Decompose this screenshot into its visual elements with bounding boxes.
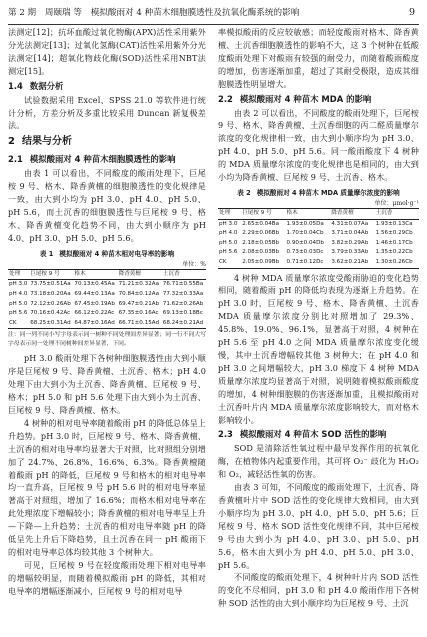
section-heading-2-2: 2.2 模拟酸雨对 4 种苗木 MDA 的影响: [218, 93, 372, 104]
paragraph: 可见，巨尾桉 9 号在轻度酸雨处理下相对电导率的增幅较明显，而随着模拟酸雨 pH 的降低，其相对电导率的增幅逐渐减小，巨尾桉 9 号的相对电导: [8, 559, 206, 596]
table-header-row: [8, 269, 206, 280]
table-cell: 70.84±0.12Aa: [118, 290, 160, 297]
table-cell: 71.21±0.32Aa: [118, 281, 160, 288]
column-header: 处理: [9, 270, 21, 277]
table-cell: 0.90±0.04Db: [286, 239, 324, 246]
table-row: [218, 239, 419, 249]
table-cell: 70.16±0.42Ac: [30, 310, 71, 317]
column-header: 巨尾桉 9 号: [30, 270, 60, 277]
table-cell: pH 3.0: [219, 220, 238, 227]
table-cell: 69.47±0.21Ab: [118, 300, 160, 307]
column-header: 降香黄檀: [331, 209, 354, 216]
table-cell: 1.93±0.05Da: [286, 220, 324, 227]
section-heading-2-1: 2.1 模拟酸雨对 4 种苗木细胞膜透性的影响: [8, 154, 176, 165]
issue-number: 第 2 期: [8, 8, 37, 18]
table-cell: 73.18±0.20Aa: [30, 290, 71, 297]
table-cell: 3.71±0.04Ab: [331, 230, 369, 237]
table-cell: 1.56±0.29Cb: [375, 230, 413, 237]
table-cell: pH 5.6: [9, 310, 28, 317]
table-1-caption: 表 1 模拟酸雨对 4 种苗木相对电导率的影响: [39, 249, 175, 258]
table-cell: 76.71±0.55Ba: [162, 281, 204, 288]
paragraph: 4 树种 MDA 质量摩尔浓度受酸雨胁迫的变化趋势相同，随着酸雨 pH 的降低均表现为逐渐上升趋势。在 pH 3.0 时，巨尾桉 9 号、格木、降香黄檀、土沉香 MDA 质量摩尔浓度分别比对照增加了 29.3%、45.8%、19.0%、96.1%，显著高于对照，4 树种在 pH 5.6 至 pH 4.0 之间 MDA 质量摩尔浓度变化缓慢，其中土沉香增幅较其他 3 树种大；在 pH 4.0 和 pH 3.0 之间增幅较大，pH 3.0 梯度下 4 树种 MDA 质量摩尔浓度均显著高于对照，说明随着模拟酸雨酸度的增加，4 树种细胞膜的伤害逐渐加重，且模拟酸雨对土沉香叶片内 MDA 质量摩尔浓度影响较大，而对格木影响较小。: [218, 272, 419, 425]
table-cell: 2.65±0.04Ba: [242, 220, 280, 227]
table-cell: 66.71±0.15Ad: [118, 319, 160, 326]
column-header: 巨尾桉 9 号: [242, 209, 272, 216]
table-cell: 77.32±0.33Aa: [162, 290, 204, 297]
table-cell: 2.08±0.03Bb: [242, 249, 280, 256]
left-column: [8, 26, 206, 598]
paragraph: 率模拟酸雨的反应较敏感；而轻度酸雨对格木、降香黄檀、土沉香细胞膜透性的影响不大，这 3 个树种在低酸度酸雨处理下对酸雨有较强的耐受力，而随着酸雨酸度的增加，伤害逐渐加重，超过了其耐受极限，造成其细胞膜透性明显增大。: [218, 27, 419, 89]
column-header: 格木: [286, 209, 298, 216]
column-header: 降香黄檀: [118, 270, 141, 277]
table-row: [8, 319, 206, 329]
table-cell: 1.46±0.17Cb: [375, 239, 413, 246]
table-row: [218, 219, 419, 229]
table-cell: 67.35±0.16Ac: [118, 310, 159, 317]
table-cell: 1.93±0.13Ca: [375, 220, 413, 227]
table-cell: 1.30±0.26Cb: [375, 258, 413, 265]
table-cell: 64.87±0.16Ad: [74, 319, 115, 326]
table-cell: 3.79±0.33Ab: [331, 249, 369, 256]
paragraph: 由表 1 可以看出，不同酸度的酸雨处理下，巨尾桉 9 号、格木、降香黄檀的细胞膜透性的变化规律是一致，由大到小均为 pH 3.0、pH 4.0、pH 5.0、pH 5.6，而土沉香的细胞膜透性与巨尾桉 9 号、格木、降香黄檀变化趋势不同，由大到小顺序为 pH 4.0、pH 3.0、pH 5.0、pH 5.6。: [8, 168, 206, 243]
table-1-unit: 单位：%: [182, 260, 206, 268]
table-cell: 2.18±0.05Bb: [242, 239, 280, 246]
paragraph: 法测定[12]；抗坏血酸过氧化物酶(APX)活性采用紫外分光法测定[13]；过氧化氢酶(CAT)活性采用紫外分光法测定[14]；超氧化物歧化酶(SOD)活性采用NBT法测定[15]。: [8, 27, 206, 76]
table-1: [8, 269, 206, 330]
table-cell: 68.25±0.31Ad: [30, 319, 71, 326]
section-heading-2: 2 结果与分析: [8, 136, 72, 148]
table-cell: 72.12±0.26Ab: [30, 300, 71, 307]
page-number: 9: [408, 7, 415, 18]
table-cell: pH 4.0: [219, 230, 238, 237]
table-cell: 68.24±0.21Ad: [162, 319, 204, 326]
table-cell: 69.13±0.18Bc: [162, 310, 203, 317]
table-cell: pH 5.6: [219, 249, 238, 256]
table-row: [8, 280, 206, 290]
table-cell: pH 5.0: [9, 300, 28, 307]
table-cell: 4.31±0.07Aa: [331, 220, 369, 227]
column-header: 土沉香: [162, 270, 180, 277]
table-2: [218, 208, 419, 269]
header-authors: 周颐瑞 等: [44, 8, 82, 18]
table-row: [218, 248, 419, 258]
header-rule: [8, 24, 419, 25]
table-1-note: 注：同一列不同小写字母表示同一树种不同处理间差异显著；同一行不同大写字母表示同一处理不同树种间差异显著，下同。: [8, 332, 206, 348]
table-cell: 3.62±0.21Ab: [331, 258, 369, 265]
table-cell: 71.62±0.26Ab: [162, 300, 204, 307]
table-row: [218, 258, 419, 268]
table-cell: 0.73±0.03Dc: [286, 249, 324, 256]
table-cell: CK: [9, 319, 17, 326]
running-header: [8, 5, 419, 21]
table-2-unit: 单位：μmol·g⁻¹: [374, 199, 419, 207]
paragraph: 由表 3 可知，不同酸度的酸雨处理下，土沉香、降香黄檀叶片中 SOD 活性的变化规律大致相同，由大到小顺序均为 pH 3.0、pH 4.0、pH 5.0、pH 5.6；巨尾桉 9 号、格木 SOD 活性变化规律不同，其中巨尾桉 9 号由大到小为 pH 4.0、pH 3.0、pH 5.0、pH 5.6，格木由大到小为 pH 4.0、pH 5.0、pH 3.0、pH 5.6。: [218, 482, 419, 570]
table-cell: pH 3.0: [9, 281, 28, 288]
table-row: [8, 290, 206, 300]
header-title: 模拟酸雨对 4 种苗木细胞膜透性及抗氧化酶系统的影响: [90, 8, 300, 18]
column-header: 处理: [219, 209, 231, 216]
table-cell: 1.70±0.04Cb: [286, 230, 324, 237]
table-cell: 73.75±0.51Aa: [30, 281, 71, 288]
section-heading-1-4: 1.4 数据分析: [8, 80, 64, 91]
header-left: [8, 5, 305, 21]
table-cell: 0.71±0.12Dc: [286, 258, 324, 265]
table-cell: 66.12±0.22Ac: [74, 310, 115, 317]
table-cell: pH 5.0: [219, 239, 238, 246]
paragraph: 由表 2 可以看出，不同酸度的酸雨处理下，巨尾桉 9 号、格木、降香黄檀、土沉香细胞的丙二醛质量摩尔浓度的变化规律相一致，由大到小顺序均为 pH 3.0、pH 4.0、pH 5.0、pH 5.6。同一酸雨酸度下 4 树种的 MDA 质量摩尔浓度的变化规律也是相同的，由大到小均为降香黄檀、巨尾桉 9 号、土沉香、格木。: [218, 107, 419, 183]
table-cell: 2.29±0.06Bb: [242, 230, 280, 237]
table-cell: CK: [219, 258, 227, 265]
column-header: 土沉香: [375, 209, 393, 216]
table-row: [8, 300, 206, 310]
table-cell: pH 4.0: [9, 290, 28, 297]
paragraph: 试验数据采用 Excel、SPSS 21.0 等软件进行统计分析，方差分析及多重比较采用 Duncan 新复极差法。: [8, 94, 206, 131]
table-cell: 1.35±0.22Cb: [375, 249, 413, 256]
section-heading-2-3: 2.3 模拟酸雨对 4 种苗木 SOD 活性的影响: [218, 429, 387, 440]
paragraph: 不同酸度的酸雨处理下，4 树种叶片内 SOD 活性的变化不尽相同，pH 3.0 和 pH 4.0 酸雨作用下各树种 SOD 活性的由大到小顺序均为巨尾桉 9 号、土沉: [218, 572, 419, 609]
column-header: 格木: [74, 270, 86, 277]
paragraph: 4 树种的相对电导率随着酸雨 pH 的降低总体呈上升趋势。pH 3.0 时，巨尾桉 9 号、格木、降香黄檀、土沉香的相对电导率均显著大于对照，比对照组分别增加了 24.7%、26.8%、16.6%、6.3%。降香黄檀随着酸雨 pH 的降低，巨尾桉 9 号和格木的相对电导率均一直升高，巨尾桉 9 号 pH 5.6 时的相对电导率显著高于对照组，增加了 16.6%；而格木相对电导率在此处理浓度下增幅较小；降香黄檀的相对电导率呈上升—下降—上升趋势；土沉香的相对电导率随 pH 的降低呈先上升后下降趋势，且土沉香在同一 pH 酸雨下的相对电导率总体均较其他 3 个树种大。: [8, 417, 206, 557]
right-column: [218, 26, 419, 610]
table-cell: 67.45±0.19Ab: [74, 300, 115, 307]
table-cell: 69.44±0.13Aa: [74, 290, 115, 297]
table-cell: 70.13±0.45Aa: [74, 281, 115, 288]
table-row: [8, 309, 206, 319]
table-2-caption: 表 2 模拟酸雨对 4 种苗木 MDA 质量摩尔浓度的影响: [237, 188, 400, 197]
table-cell: 2.05±0.09Bb: [242, 258, 280, 265]
paragraph: pH 3.0 酸雨处理下各树种细胞膜透性由大到小顺序是巨尾桉 9 号、降香黄檀、土沉香、格木；pH 4.0 处理下由大到小为土沉香、降香黄檀、巨尾桉 9 号、格木；pH 5.0 和 pH 5.6 处理下由大到小为土沉香、巨尾桉 9 号、降香黄檀、格木。: [8, 353, 206, 415]
table-cell: 3.82±0.29Ab: [331, 239, 369, 246]
paragraph: SOD 是清除活性氧过程中最早发挥作用的抗氧化酶，在植物体内起重要作用，其可将 O₂⁻ 歧化为 H₂O₂ 和 O₂，减轻活性氧的伤害。: [218, 443, 419, 480]
table-row: [218, 229, 419, 239]
table-header-row: [218, 208, 419, 219]
